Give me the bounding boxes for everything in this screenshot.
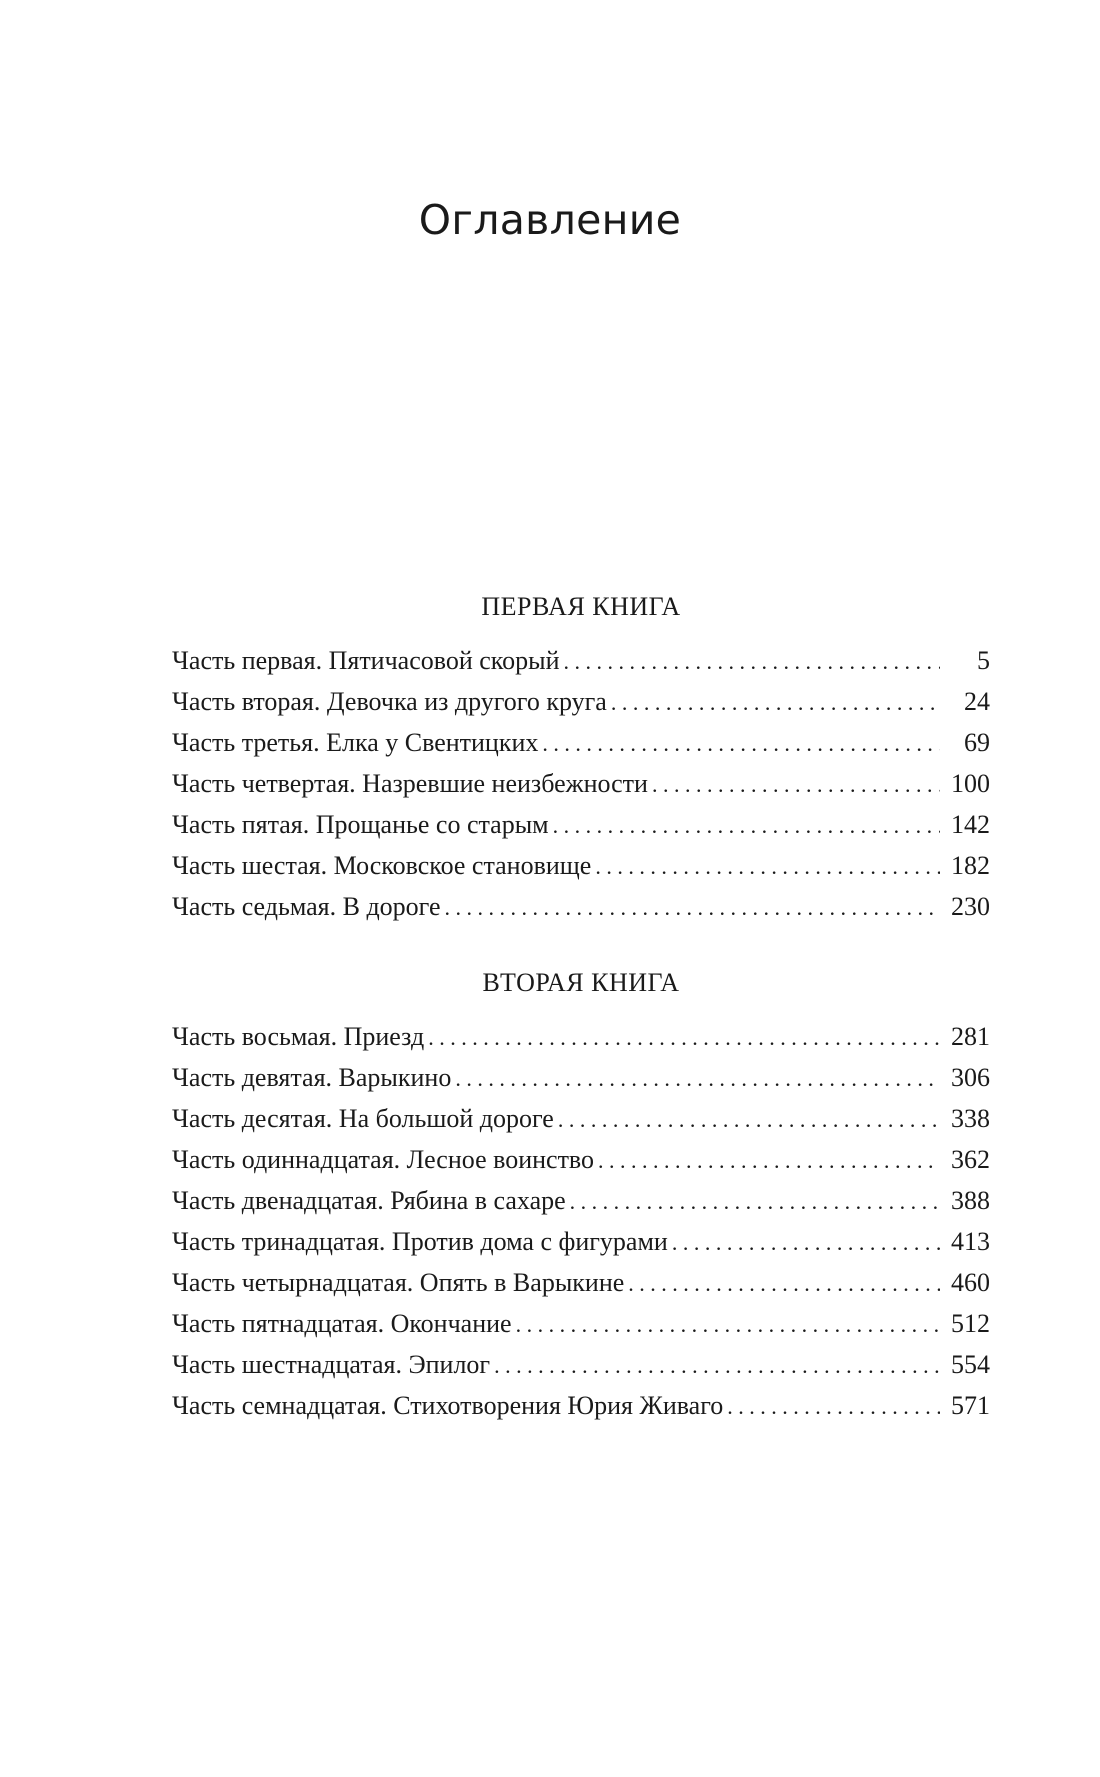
entry-title: Часть третья. Елка у Свентицких — [172, 728, 539, 757]
toc-entry[interactable] — [172, 1098, 990, 1139]
dot-leader — [672, 1222, 940, 1263]
toc-entry[interactable] — [172, 1303, 990, 1344]
toc-entry[interactable] — [172, 1180, 990, 1221]
book-one-entries — [172, 640, 990, 927]
entry-title: Часть седьмая. В дороге — [172, 892, 441, 921]
page-number: 24 — [940, 681, 990, 722]
toc-entry[interactable] — [172, 681, 990, 722]
dot-leader — [727, 1386, 940, 1427]
toc-entry[interactable] — [172, 804, 990, 845]
dot-leader — [595, 846, 940, 887]
page-number: 413 — [940, 1221, 990, 1262]
page-number: 100 — [940, 763, 990, 804]
book-two-heading: ВТОРАЯ КНИГА — [482, 968, 680, 997]
dot-leader — [564, 641, 941, 682]
entry-title: Часть шестая. Московское становище — [172, 851, 592, 880]
dot-leader — [628, 1263, 940, 1304]
toc-entry[interactable] — [172, 1385, 990, 1426]
dot-leader — [428, 1017, 940, 1058]
toc-entry[interactable] — [172, 1057, 990, 1098]
page-title: Оглавление — [418, 196, 682, 244]
entry-title: Часть вторая. Девочка из другого круга — [172, 687, 607, 716]
page-number: 182 — [940, 845, 990, 886]
toc-entry[interactable] — [172, 1016, 990, 1057]
entry-title: Часть четырнадцатая. Опять в Варыкине — [172, 1268, 625, 1297]
toc-entry[interactable] — [172, 1344, 990, 1385]
dot-leader — [558, 1099, 940, 1140]
dot-leader — [516, 1304, 940, 1345]
dot-leader — [455, 1058, 940, 1099]
dot-leader — [553, 805, 940, 846]
page-number: 554 — [940, 1344, 990, 1385]
entry-title: Часть одиннадцатая. Лесное воинство — [172, 1145, 595, 1174]
page-number: 281 — [940, 1016, 990, 1057]
page-number: 388 — [940, 1180, 990, 1221]
dot-leader — [598, 1140, 940, 1181]
dot-leader — [611, 682, 940, 723]
entry-title: Часть шестнадцатая. Эпилог — [172, 1350, 491, 1379]
book-two-entries — [172, 1016, 990, 1426]
entry-title: Часть двенадцатая. Рябина в сахаре — [172, 1186, 566, 1215]
page-number: 571 — [940, 1385, 990, 1426]
book-one-section — [172, 588, 990, 927]
page-number: 230 — [940, 886, 990, 927]
page-number: 362 — [940, 1139, 990, 1180]
entry-title: Часть первая. Пятичасовой скорый — [172, 646, 560, 675]
entry-title: Часть четвертая. Назревшие неизбежности — [172, 769, 648, 798]
page-number: 142 — [940, 804, 990, 845]
dot-leader — [652, 764, 940, 805]
toc-entry[interactable] — [172, 1262, 990, 1303]
entry-title: Часть девятая. Варыкино — [172, 1063, 452, 1092]
page-number: 69 — [940, 722, 990, 763]
dot-leader — [542, 723, 940, 764]
entry-title: Часть десятая. На большой дороге — [172, 1104, 554, 1133]
book-two-section — [172, 964, 990, 1426]
page-number: 5 — [940, 640, 990, 681]
entry-title: Часть тринадцатая. Против дома с фигурами — [172, 1227, 668, 1256]
toc-entry[interactable] — [172, 886, 990, 927]
entry-title: Часть восьмая. Приезд — [172, 1022, 425, 1051]
toc-entry[interactable] — [172, 845, 990, 886]
page-number: 512 — [940, 1303, 990, 1344]
toc-entry[interactable] — [172, 1221, 990, 1262]
entry-title: Часть семнадцатая. Стихотворения Юрия Живаго — [172, 1391, 724, 1420]
toc-entry[interactable] — [172, 763, 990, 804]
toc-entry[interactable] — [172, 640, 990, 681]
entry-title: Часть пятая. Прощанье со старым — [172, 810, 549, 839]
dot-leader — [445, 887, 940, 928]
page-number: 460 — [940, 1262, 990, 1303]
dot-leader — [494, 1345, 940, 1386]
page-number: 338 — [940, 1098, 990, 1139]
page-number: 306 — [940, 1057, 990, 1098]
toc-entry[interactable] — [172, 1139, 990, 1180]
dot-leader — [570, 1181, 940, 1222]
toc-entry[interactable] — [172, 722, 990, 763]
entry-title: Часть пятнадцатая. Окончание — [172, 1309, 512, 1338]
book-one-heading: ПЕРВАЯ КНИГА — [481, 592, 681, 621]
